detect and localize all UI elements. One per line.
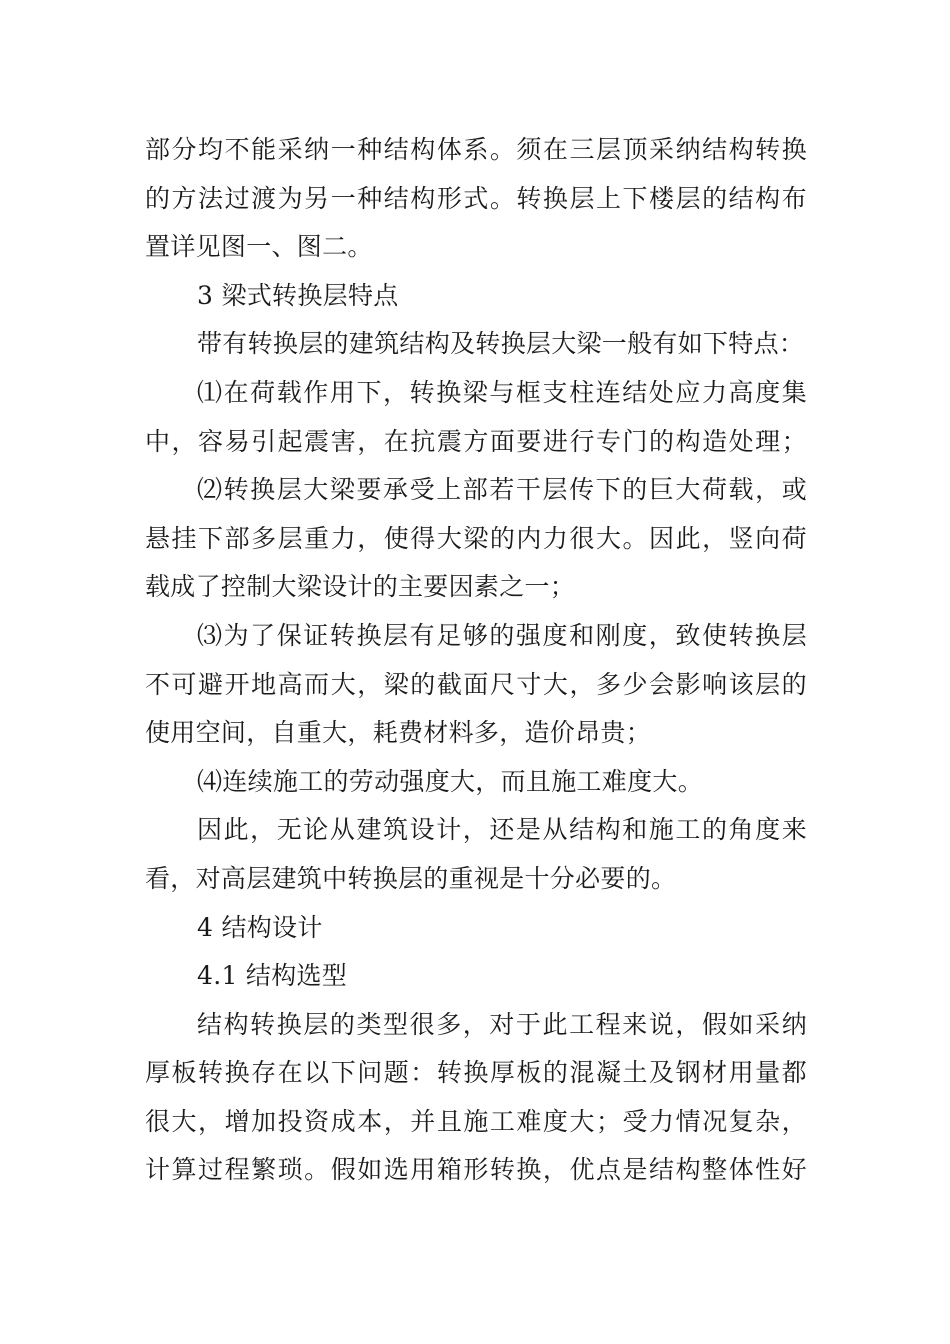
text-line: 使用空间，自重大，耗费材料多，造价昂贵；	[145, 718, 652, 748]
text-line: 带有转换层的建筑结构及转换层大梁一般有如下特点：	[197, 329, 805, 359]
text-line: ⑴在荷载作用下，转换梁与框支柱连结处应力高度集	[197, 377, 807, 407]
text-line: ⑷连续施工的劳动强度大，而且施工难度大。	[197, 766, 704, 796]
text-line: 计算过程繁琐。假如选用箱形转换，优点是结构整体性好	[145, 1155, 807, 1185]
document-body	[145, 126, 807, 1195]
text-line: ⑶为了保证转换层有足够的强度和刚度，致使转换层	[197, 620, 807, 650]
text-line: 很大，增加投资成本，并且施工难度大；受力情况复杂，	[145, 1106, 807, 1136]
section-heading: 4 结构设计	[197, 912, 323, 942]
text-line: ⑵转换层大梁要承受上部若干层传下的巨大荷载，或	[197, 475, 807, 505]
text-line: 看，对高层建筑中转换层的重视是十分必要的。	[145, 863, 677, 893]
text-line: 部分均不能采纳一种结构体系。须在三层顶采纳结构转换	[145, 135, 807, 164]
text-line: 中，容易引起震害，在抗震方面要进行专门的构造处理；	[145, 426, 807, 456]
text-line: 悬挂下部多层重力，使得大梁的内力很大。因此，竖向荷	[145, 523, 807, 553]
text-line: 载成了控制大梁设计的主要因素之一；	[145, 572, 576, 602]
text-line: 不可避开地高而大，梁的截面尺寸大，多少会影响该层的	[145, 669, 807, 699]
section-heading: 3 梁式转换层特点	[197, 280, 399, 310]
subsection-heading: 4.1 结构选型	[197, 961, 348, 991]
text-line: 结构转换层的类型很多，对于此工程来说，假如采纳	[197, 1009, 807, 1039]
text-line: 厚板转换存在以下问题：转换厚板的混凝土及钢材用量都	[145, 1058, 807, 1088]
text-line: 的方法过渡为另一种结构形式。转换层上下楼层的结构布	[145, 183, 807, 213]
text-line: 置详见图一、图二。	[145, 232, 373, 262]
text-line: 因此，无论从建筑设计，还是从结构和施工的角度来	[197, 815, 807, 845]
